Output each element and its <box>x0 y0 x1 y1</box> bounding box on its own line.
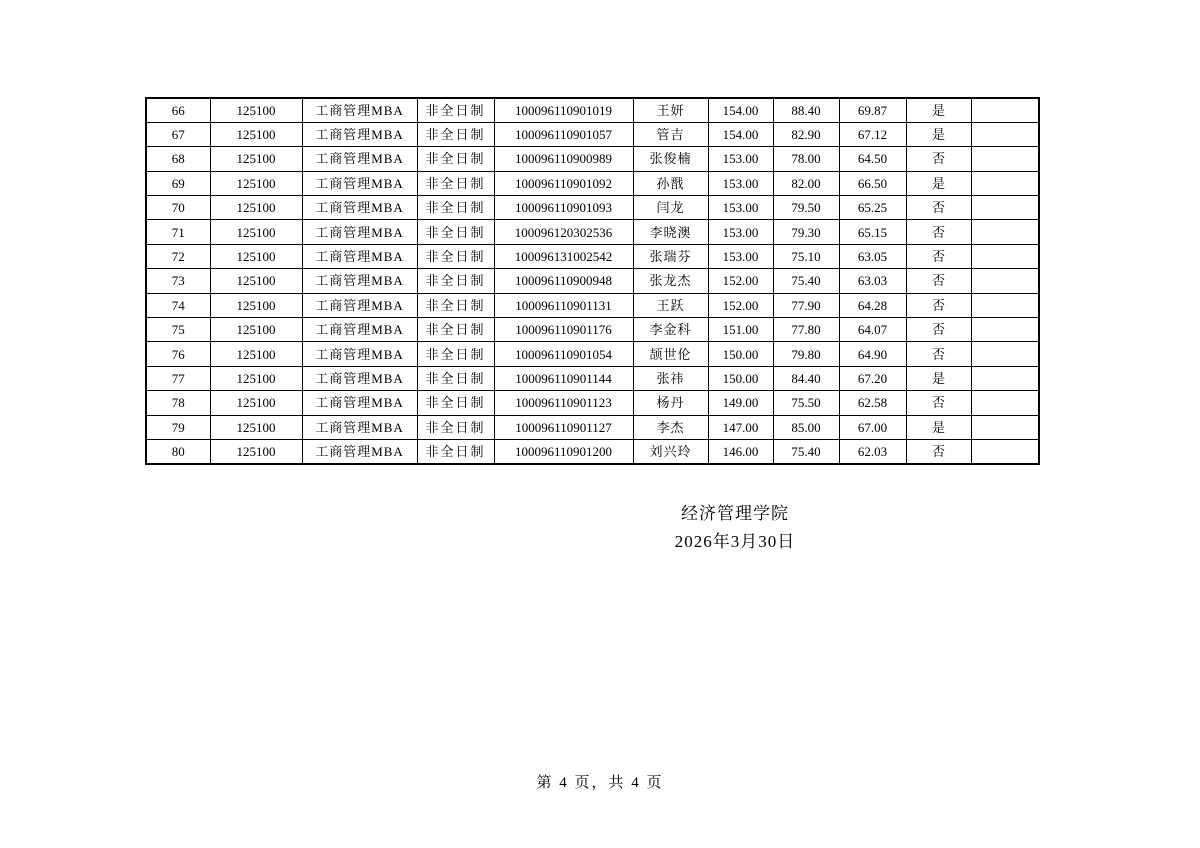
cell-no: 71 <box>146 220 210 244</box>
cell-major: 工商管理MBA <box>302 122 417 146</box>
cell-score1: 153.00 <box>708 196 773 220</box>
signature-department: 经济管理学院 <box>681 504 789 523</box>
cell-score2: 75.10 <box>773 244 839 268</box>
cell-score2: 79.30 <box>773 220 839 244</box>
cell-score1: 151.00 <box>708 318 773 342</box>
cell-major: 工商管理MBA <box>302 171 417 195</box>
cell-no: 70 <box>146 196 210 220</box>
cell-candidate-id: 100096110901127 <box>494 415 633 439</box>
cell-candidate-id: 100096110901200 <box>494 439 633 463</box>
cell-admitted: 否 <box>906 269 971 293</box>
cell-admitted: 否 <box>906 244 971 268</box>
cell-score2: 79.50 <box>773 196 839 220</box>
cell-major: 工商管理MBA <box>302 220 417 244</box>
cell-remark <box>971 220 1039 244</box>
cell-score2: 84.40 <box>773 366 839 390</box>
cell-admitted: 是 <box>906 366 971 390</box>
cell-name: 孙戬 <box>633 171 708 195</box>
cell-code: 125100 <box>210 318 302 342</box>
cell-major: 工商管理MBA <box>302 391 417 415</box>
cell-study-mode: 非全日制 <box>417 342 494 366</box>
table-row <box>146 269 1039 293</box>
table-row <box>146 147 1039 171</box>
cell-score3: 64.90 <box>839 342 906 366</box>
table-row <box>146 391 1039 415</box>
cell-no: 69 <box>146 171 210 195</box>
cell-score3: 66.50 <box>839 171 906 195</box>
table-row <box>146 196 1039 220</box>
cell-score1: 149.00 <box>708 391 773 415</box>
cell-major: 工商管理MBA <box>302 147 417 171</box>
cell-score2: 78.00 <box>773 147 839 171</box>
table-row <box>146 318 1039 342</box>
cell-candidate-id: 100096110901019 <box>494 98 633 122</box>
cell-score3: 67.20 <box>839 366 906 390</box>
cell-score3: 63.03 <box>839 269 906 293</box>
cell-name: 王妍 <box>633 98 708 122</box>
cell-no: 76 <box>146 342 210 366</box>
cell-code: 125100 <box>210 269 302 293</box>
cell-study-mode: 非全日制 <box>417 366 494 390</box>
cell-candidate-id: 100096110900948 <box>494 269 633 293</box>
cell-remark <box>971 269 1039 293</box>
cell-name: 张祎 <box>633 366 708 390</box>
cell-name: 李金科 <box>633 318 708 342</box>
table-row <box>146 98 1039 122</box>
cell-score1: 147.00 <box>708 415 773 439</box>
cell-study-mode: 非全日制 <box>417 415 494 439</box>
cell-candidate-id: 100096110901131 <box>494 293 633 317</box>
cell-name: 李杰 <box>633 415 708 439</box>
cell-candidate-id: 100096110901054 <box>494 342 633 366</box>
cell-study-mode: 非全日制 <box>417 439 494 463</box>
cell-score2: 77.80 <box>773 318 839 342</box>
cell-no: 73 <box>146 269 210 293</box>
cell-name: 张瑞芬 <box>633 244 708 268</box>
cell-admitted: 否 <box>906 342 971 366</box>
cell-score1: 153.00 <box>708 220 773 244</box>
signature-block <box>585 500 885 556</box>
cell-study-mode: 非全日制 <box>417 98 494 122</box>
cell-score3: 64.50 <box>839 147 906 171</box>
cell-score3: 67.00 <box>839 415 906 439</box>
cell-no: 75 <box>146 318 210 342</box>
cell-score2: 85.00 <box>773 415 839 439</box>
cell-admitted: 是 <box>906 415 971 439</box>
cell-no: 77 <box>146 366 210 390</box>
cell-no: 79 <box>146 415 210 439</box>
cell-admitted: 否 <box>906 293 971 317</box>
table-row <box>146 171 1039 195</box>
cell-remark <box>971 147 1039 171</box>
cell-remark <box>971 342 1039 366</box>
cell-score3: 65.15 <box>839 220 906 244</box>
cell-score1: 154.00 <box>708 98 773 122</box>
cell-score1: 154.00 <box>708 122 773 146</box>
cell-remark <box>971 318 1039 342</box>
cell-admitted: 是 <box>906 122 971 146</box>
cell-study-mode: 非全日制 <box>417 269 494 293</box>
cell-code: 125100 <box>210 293 302 317</box>
cell-name: 颉世伦 <box>633 342 708 366</box>
cell-no: 67 <box>146 122 210 146</box>
cell-remark <box>971 196 1039 220</box>
cell-remark <box>971 171 1039 195</box>
cell-score1: 153.00 <box>708 244 773 268</box>
cell-remark <box>971 366 1039 390</box>
cell-score2: 82.00 <box>773 171 839 195</box>
cell-major: 工商管理MBA <box>302 293 417 317</box>
cell-name: 张俊楠 <box>633 147 708 171</box>
cell-code: 125100 <box>210 147 302 171</box>
cell-study-mode: 非全日制 <box>417 171 494 195</box>
cell-score3: 65.25 <box>839 196 906 220</box>
cell-no: 74 <box>146 293 210 317</box>
cell-major: 工商管理MBA <box>302 269 417 293</box>
cell-code: 125100 <box>210 439 302 463</box>
cell-code: 125100 <box>210 196 302 220</box>
cell-code: 125100 <box>210 342 302 366</box>
cell-study-mode: 非全日制 <box>417 196 494 220</box>
cell-no: 80 <box>146 439 210 463</box>
cell-code: 125100 <box>210 244 302 268</box>
table-row <box>146 244 1039 268</box>
cell-code: 125100 <box>210 415 302 439</box>
cell-score3: 67.12 <box>839 122 906 146</box>
table-row <box>146 439 1039 463</box>
cell-name: 李晓澳 <box>633 220 708 244</box>
cell-code: 125100 <box>210 220 302 244</box>
cell-study-mode: 非全日制 <box>417 244 494 268</box>
cell-admitted: 否 <box>906 439 971 463</box>
cell-candidate-id: 100096110901093 <box>494 196 633 220</box>
cell-major: 工商管理MBA <box>302 98 417 122</box>
cell-major: 工商管理MBA <box>302 318 417 342</box>
cell-score2: 75.40 <box>773 269 839 293</box>
cell-score3: 63.05 <box>839 244 906 268</box>
cell-study-mode: 非全日制 <box>417 391 494 415</box>
cell-score3: 69.87 <box>839 98 906 122</box>
cell-score1: 146.00 <box>708 439 773 463</box>
cell-candidate-id: 100096120302536 <box>494 220 633 244</box>
cell-remark <box>971 244 1039 268</box>
cell-code: 125100 <box>210 171 302 195</box>
cell-score1: 150.00 <box>708 342 773 366</box>
cell-major: 工商管理MBA <box>302 366 417 390</box>
cell-code: 125100 <box>210 366 302 390</box>
cell-no: 78 <box>146 391 210 415</box>
admission-results-table <box>145 97 1040 465</box>
cell-name: 杨丹 <box>633 391 708 415</box>
cell-candidate-id: 100096110901092 <box>494 171 633 195</box>
cell-major: 工商管理MBA <box>302 415 417 439</box>
table-row <box>146 415 1039 439</box>
cell-major: 工商管理MBA <box>302 342 417 366</box>
cell-study-mode: 非全日制 <box>417 293 494 317</box>
cell-remark <box>971 293 1039 317</box>
cell-score3: 64.28 <box>839 293 906 317</box>
cell-major: 工商管理MBA <box>302 439 417 463</box>
cell-major: 工商管理MBA <box>302 244 417 268</box>
cell-code: 125100 <box>210 98 302 122</box>
cell-name: 管吉 <box>633 122 708 146</box>
cell-score3: 62.03 <box>839 439 906 463</box>
signature-date: 2026年3月30日 <box>674 532 796 551</box>
cell-study-mode: 非全日制 <box>417 220 494 244</box>
cell-name: 张龙杰 <box>633 269 708 293</box>
cell-score3: 62.58 <box>839 391 906 415</box>
results-table-body <box>146 98 1039 464</box>
cell-remark <box>971 122 1039 146</box>
page-number-footer: 第 4 页，共 4 页 <box>536 775 664 791</box>
cell-major: 工商管理MBA <box>302 196 417 220</box>
cell-no: 72 <box>146 244 210 268</box>
cell-no: 66 <box>146 98 210 122</box>
cell-score2: 77.90 <box>773 293 839 317</box>
cell-score3: 64.07 <box>839 318 906 342</box>
cell-study-mode: 非全日制 <box>417 122 494 146</box>
cell-score2: 88.40 <box>773 98 839 122</box>
table-row <box>146 342 1039 366</box>
cell-candidate-id: 100096110901057 <box>494 122 633 146</box>
cell-score1: 152.00 <box>708 269 773 293</box>
cell-remark <box>971 439 1039 463</box>
table-row <box>146 220 1039 244</box>
cell-score2: 82.90 <box>773 122 839 146</box>
cell-score2: 75.40 <box>773 439 839 463</box>
cell-admitted: 否 <box>906 391 971 415</box>
cell-candidate-id: 100096131002542 <box>494 244 633 268</box>
table-row <box>146 293 1039 317</box>
cell-admitted: 否 <box>906 147 971 171</box>
cell-candidate-id: 100096110901123 <box>494 391 633 415</box>
cell-score1: 152.00 <box>708 293 773 317</box>
cell-admitted: 是 <box>906 171 971 195</box>
cell-study-mode: 非全日制 <box>417 318 494 342</box>
cell-admitted: 否 <box>906 220 971 244</box>
cell-name: 闫龙 <box>633 196 708 220</box>
cell-name: 王跃 <box>633 293 708 317</box>
cell-score2: 79.80 <box>773 342 839 366</box>
cell-score1: 150.00 <box>708 366 773 390</box>
table-row <box>146 122 1039 146</box>
cell-remark <box>971 98 1039 122</box>
cell-score1: 153.00 <box>708 171 773 195</box>
cell-admitted: 是 <box>906 98 971 122</box>
cell-score1: 153.00 <box>708 147 773 171</box>
cell-candidate-id: 100096110901176 <box>494 318 633 342</box>
cell-name: 刘兴玲 <box>633 439 708 463</box>
cell-code: 125100 <box>210 122 302 146</box>
cell-remark <box>971 415 1039 439</box>
cell-study-mode: 非全日制 <box>417 147 494 171</box>
cell-remark <box>971 391 1039 415</box>
cell-score2: 75.50 <box>773 391 839 415</box>
cell-code: 125100 <box>210 391 302 415</box>
cell-candidate-id: 100096110901144 <box>494 366 633 390</box>
cell-admitted: 否 <box>906 318 971 342</box>
table-row <box>146 366 1039 390</box>
cell-admitted: 否 <box>906 196 971 220</box>
cell-candidate-id: 100096110900989 <box>494 147 633 171</box>
cell-no: 68 <box>146 147 210 171</box>
